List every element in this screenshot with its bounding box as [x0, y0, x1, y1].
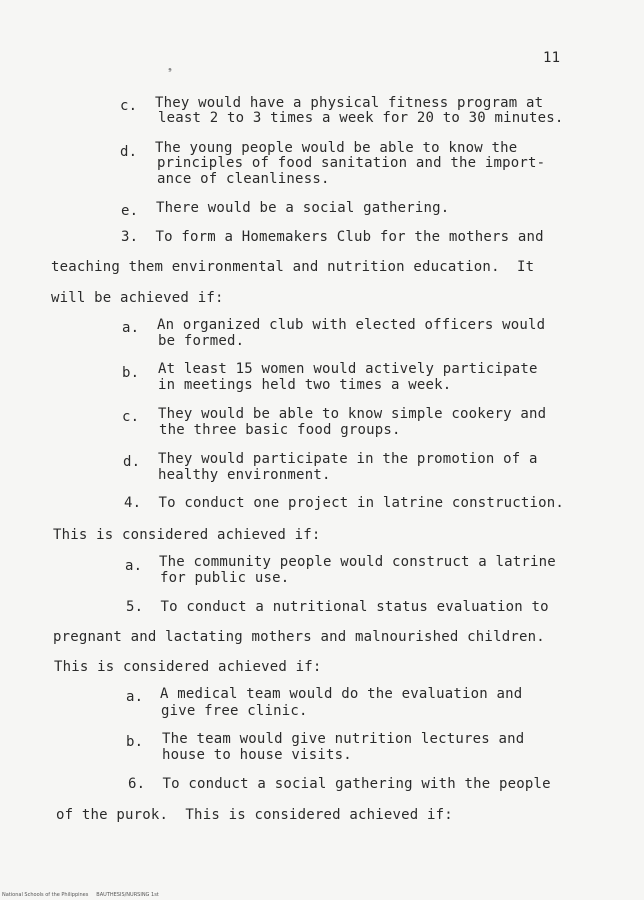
item-label: e.	[121, 203, 139, 219]
item-label: c.	[122, 409, 140, 425]
text-line: ance of cleanliness.	[157, 171, 330, 187]
item-label: a.	[125, 558, 143, 574]
item-label: a.	[122, 320, 140, 336]
paragraph-line: This is considered achieved if:	[54, 659, 322, 675]
paragraph-line: teaching them environmental and nutrition education. It	[51, 259, 535, 275]
text-line: in meetings held two times a week.	[158, 377, 452, 393]
text-line: principles of food sanitation and the import-	[157, 155, 546, 171]
paragraph-line: of the purok. This is considered achieved if:	[56, 807, 453, 823]
paragraph-line: 4. To conduct one project in latrine construction.	[124, 495, 565, 511]
text-line: The young people would be able to know the	[155, 140, 518, 156]
item-label: b.	[126, 734, 144, 750]
text-line: An organized club with elected officers would	[157, 317, 546, 333]
text-line: They would be able to know simple cookery and	[158, 406, 547, 422]
page-number: 11	[543, 50, 561, 66]
text-line: healthy environment.	[158, 467, 331, 483]
paragraph-line: This is considered achieved if:	[53, 527, 321, 543]
text-line: for public use.	[160, 570, 290, 586]
paragraph-line: pregnant and lactating mothers and malnourished children.	[53, 629, 545, 645]
text-line: The community people would construct a latrine	[159, 554, 556, 570]
text-line: give free clinic.	[161, 703, 308, 719]
paragraph-line: 3. To form a Homemakers Club for the mothers and	[121, 229, 544, 245]
text-line: A medical team would do the evaluation and	[160, 686, 523, 702]
item-label: a.	[126, 689, 144, 705]
text-line: least 2 to 3 times a week for 20 to 30 minutes.	[158, 110, 564, 126]
text-line: They would participate in the promotion of a	[158, 451, 538, 467]
item-label: c.	[120, 98, 138, 114]
text-line: At least 15 women would actively participate	[158, 361, 538, 377]
text-line: the three basic food groups.	[159, 422, 401, 438]
item-label: d.	[120, 144, 138, 160]
paragraph-line: 6. To conduct a social gathering with the people	[128, 776, 551, 792]
text-line: house to house visits.	[162, 747, 352, 763]
ink-mark: ❟	[168, 62, 172, 73]
text-line: be formed.	[158, 333, 245, 349]
text-line: There would be a social gathering.	[156, 200, 450, 216]
paragraph-line: will be achieved if:	[51, 290, 224, 306]
item-label: b.	[122, 365, 140, 381]
item-label: d.	[123, 454, 141, 470]
text-line: The team would give nutrition lectures and	[162, 731, 525, 747]
paragraph-line: 5. To conduct a nutritional status evaluation to	[126, 599, 549, 615]
text-line: They would have a physical fitness program at	[155, 95, 544, 111]
footer-note: National Schools of the Philippines BAUTHESIS/NURSING 1st	[2, 892, 159, 898]
